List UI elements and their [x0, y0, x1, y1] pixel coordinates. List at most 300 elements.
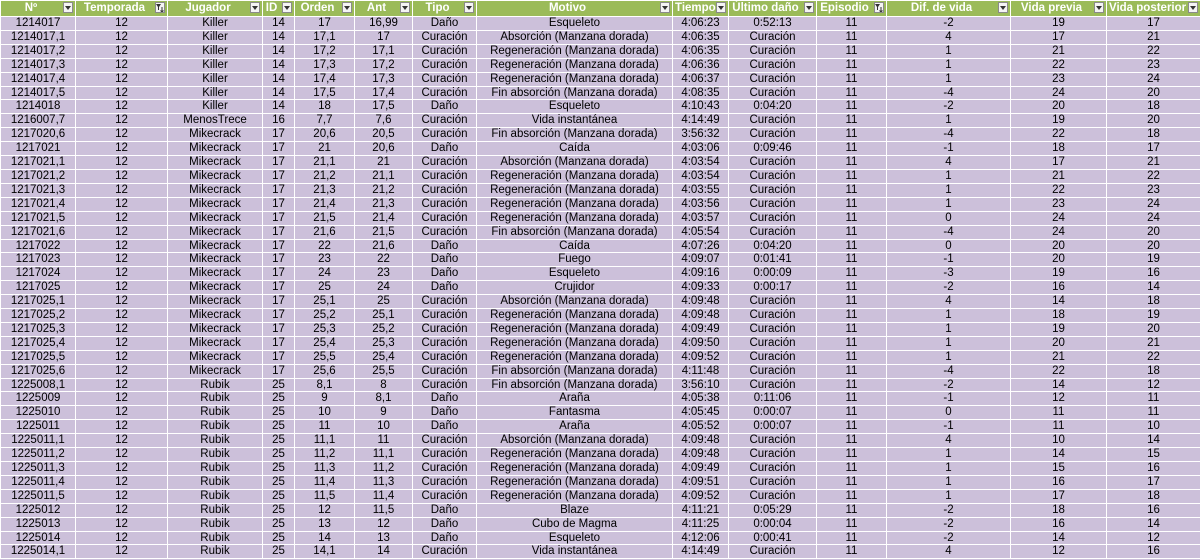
table-cell[interactable]: 17,2 [295, 44, 355, 58]
table-cell[interactable]: 4:09:52 [673, 489, 729, 503]
table-cell[interactable]: 16,99 [355, 17, 413, 31]
table-cell[interactable]: 14 [263, 100, 295, 114]
table-cell[interactable]: Mikecrack [168, 309, 263, 323]
table-cell[interactable]: 4:09:33 [673, 281, 729, 295]
table-cell[interactable]: 20 [1011, 100, 1107, 114]
table-cell[interactable]: 18 [295, 100, 355, 114]
table-cell[interactable]: 11,3 [295, 462, 355, 476]
filter-dropdown-icon[interactable] [282, 2, 292, 13]
table-cell[interactable]: Vida instantánea [477, 114, 673, 128]
table-cell[interactable]: -4 [887, 128, 1011, 142]
table-cell[interactable]: Curación [413, 86, 477, 100]
table-cell[interactable]: Regeneración (Manzana dorada) [477, 448, 673, 462]
table-cell[interactable]: 4:09:52 [673, 350, 729, 364]
table-cell[interactable]: Daño [413, 531, 477, 545]
table-cell[interactable]: 12 [76, 58, 168, 72]
table-cell[interactable]: Rubik [168, 462, 263, 476]
table-cell[interactable]: 25,4 [295, 336, 355, 350]
table-cell[interactable]: 1217025,4 [1, 336, 76, 350]
table-cell[interactable]: 17 [263, 128, 295, 142]
table-cell[interactable]: 17 [1011, 156, 1107, 170]
table-cell[interactable]: Rubik [168, 392, 263, 406]
table-cell[interactable]: Curación [413, 169, 477, 183]
table-cell[interactable]: 12 [76, 267, 168, 281]
table-cell[interactable]: 21 [1011, 44, 1107, 58]
table-cell[interactable]: Curación [729, 350, 817, 364]
table-cell[interactable]: Esqueleto [477, 17, 673, 31]
table-cell[interactable]: 17 [263, 336, 295, 350]
table-cell[interactable]: Daño [413, 267, 477, 281]
table-cell[interactable]: 24 [1107, 72, 1200, 86]
table-cell[interactable]: 0:00:09 [729, 267, 817, 281]
table-cell[interactable]: 1225014 [1, 531, 76, 545]
table-cell[interactable]: 0:01:41 [729, 253, 817, 267]
table-cell[interactable]: 25 [263, 434, 295, 448]
table-cell[interactable]: 12 [76, 30, 168, 44]
table-cell[interactable]: 11 [817, 489, 887, 503]
table-cell[interactable]: 14 [355, 545, 413, 559]
table-cell[interactable]: 12 [76, 406, 168, 420]
table-cell[interactable]: 1 [887, 350, 1011, 364]
table-cell[interactable]: 22 [355, 253, 413, 267]
table-cell[interactable]: 18 [1107, 364, 1200, 378]
table-cell[interactable]: 21,2 [295, 169, 355, 183]
table-cell[interactable]: Regeneración (Manzana dorada) [477, 211, 673, 225]
table-cell[interactable]: 1214017,1 [1, 30, 76, 44]
table-cell[interactable]: 1225012 [1, 503, 76, 517]
table-cell[interactable]: 4:09:16 [673, 267, 729, 281]
table-cell[interactable]: 12 [295, 503, 355, 517]
table-cell[interactable]: 22 [1011, 183, 1107, 197]
table-cell[interactable]: 0:04:20 [729, 100, 817, 114]
table-cell[interactable]: Curación [729, 336, 817, 350]
table-cell[interactable]: 1225008,1 [1, 378, 76, 392]
table-cell[interactable]: 25 [263, 378, 295, 392]
table-cell[interactable]: 23 [1107, 183, 1200, 197]
table-cell[interactable]: 21,3 [355, 197, 413, 211]
table-cell[interactable]: 1 [887, 475, 1011, 489]
table-cell[interactable]: 24 [355, 281, 413, 295]
table-cell[interactable]: Fin absorción (Manzana dorada) [477, 128, 673, 142]
table-cell[interactable]: Absorción (Manzana dorada) [477, 30, 673, 44]
table-cell[interactable]: 3:56:32 [673, 128, 729, 142]
table-cell[interactable]: 12 [76, 517, 168, 531]
sort-filter-icon[interactable] [155, 2, 165, 13]
table-cell[interactable]: 0:00:41 [729, 531, 817, 545]
table-cell[interactable]: Regeneración (Manzana dorada) [477, 58, 673, 72]
table-cell[interactable]: 17 [263, 239, 295, 253]
table-cell[interactable]: 9 [355, 406, 413, 420]
table-cell[interactable]: 22 [1107, 169, 1200, 183]
table-cell[interactable]: 4:09:48 [673, 309, 729, 323]
table-cell[interactable]: 12 [76, 225, 168, 239]
table-cell[interactable]: 17 [263, 156, 295, 170]
table-cell[interactable]: 11 [817, 309, 887, 323]
table-cell[interactable]: Regeneración (Manzana dorada) [477, 336, 673, 350]
table-cell[interactable]: Curación [729, 86, 817, 100]
column-header[interactable] [263, 1, 295, 17]
table-cell[interactable]: 21,4 [355, 211, 413, 225]
sort-filter-icon[interactable] [874, 2, 884, 13]
table-cell[interactable]: 25,2 [355, 322, 413, 336]
table-cell[interactable]: 11 [817, 475, 887, 489]
table-cell[interactable]: 4:09:49 [673, 322, 729, 336]
table-cell[interactable]: 1214017,5 [1, 86, 76, 100]
table-cell[interactable]: Fantasma [477, 406, 673, 420]
table-cell[interactable]: -1 [887, 392, 1011, 406]
filter-dropdown-icon[interactable] [716, 2, 726, 13]
table-cell[interactable]: 17 [1107, 142, 1200, 156]
table-cell[interactable]: 11,2 [355, 462, 413, 476]
table-cell[interactable]: -2 [887, 531, 1011, 545]
table-cell[interactable]: 25,1 [355, 309, 413, 323]
table-cell[interactable]: 17,3 [295, 58, 355, 72]
table-cell[interactable]: Daño [413, 503, 477, 517]
table-cell[interactable]: 4 [887, 156, 1011, 170]
table-cell[interactable]: 4:05:52 [673, 420, 729, 434]
table-cell[interactable]: Regeneración (Manzana dorada) [477, 72, 673, 86]
table-cell[interactable]: -2 [887, 281, 1011, 295]
table-cell[interactable]: Curación [413, 183, 477, 197]
table-cell[interactable]: 23 [1107, 58, 1200, 72]
table-cell[interactable]: 12 [355, 517, 413, 531]
column-header[interactable] [295, 1, 355, 17]
table-cell[interactable]: 11,4 [295, 475, 355, 489]
column-header[interactable] [817, 1, 887, 17]
table-cell[interactable]: Regeneración (Manzana dorada) [477, 309, 673, 323]
table-cell[interactable]: 16 [263, 114, 295, 128]
filter-dropdown-icon[interactable] [342, 2, 352, 13]
column-header[interactable] [1107, 1, 1200, 17]
table-cell[interactable]: Curación [413, 128, 477, 142]
table-cell[interactable]: Killer [168, 100, 263, 114]
table-cell[interactable]: Caída [477, 239, 673, 253]
table-cell[interactable]: 11 [817, 114, 887, 128]
table-cell[interactable]: 17 [263, 225, 295, 239]
table-cell[interactable]: 1225011,3 [1, 462, 76, 476]
table-cell[interactable]: Rubik [168, 434, 263, 448]
table-cell[interactable]: Rubik [168, 545, 263, 559]
table-cell[interactable]: Curación [729, 309, 817, 323]
table-cell[interactable]: Curación [729, 44, 817, 58]
table-cell[interactable]: Mikecrack [168, 267, 263, 281]
table-cell[interactable]: Curación [413, 58, 477, 72]
table-cell[interactable]: 1225011,5 [1, 489, 76, 503]
table-cell[interactable]: 14 [263, 58, 295, 72]
table-cell[interactable]: 10 [1107, 420, 1200, 434]
table-cell[interactable]: 17 [263, 322, 295, 336]
table-cell[interactable]: Rubik [168, 475, 263, 489]
table-cell[interactable]: 19 [1011, 17, 1107, 31]
table-cell[interactable]: 1 [887, 114, 1011, 128]
table-cell[interactable]: Blaze [477, 503, 673, 517]
table-cell[interactable]: Curación [413, 545, 477, 559]
table-cell[interactable]: 4:06:23 [673, 17, 729, 31]
table-cell[interactable]: Curación [729, 434, 817, 448]
table-cell[interactable]: 11,3 [355, 475, 413, 489]
table-cell[interactable]: 25 [263, 448, 295, 462]
table-cell[interactable]: 1217025,1 [1, 295, 76, 309]
table-cell[interactable]: Mikecrack [168, 322, 263, 336]
table-cell[interactable]: Curación [729, 489, 817, 503]
table-cell[interactable]: Rubik [168, 378, 263, 392]
table-cell[interactable]: Curación [413, 156, 477, 170]
table-cell[interactable]: 16 [1011, 475, 1107, 489]
table-cell[interactable]: 1217021,4 [1, 197, 76, 211]
table-cell[interactable]: 4:03:06 [673, 142, 729, 156]
column-header[interactable] [477, 1, 673, 17]
table-cell[interactable]: Regeneración (Manzana dorada) [477, 322, 673, 336]
table-cell[interactable]: Rubik [168, 489, 263, 503]
table-cell[interactable]: 12 [76, 462, 168, 476]
table-cell[interactable]: Vida instantánea [477, 545, 673, 559]
table-cell[interactable]: 1 [887, 197, 1011, 211]
table-cell[interactable]: Killer [168, 72, 263, 86]
table-cell[interactable]: -1 [887, 253, 1011, 267]
table-cell[interactable]: 1216007,7 [1, 114, 76, 128]
table-cell[interactable]: 3:56:10 [673, 378, 729, 392]
filter-dropdown-icon[interactable] [1188, 2, 1198, 13]
table-cell[interactable]: 11 [817, 448, 887, 462]
table-cell[interactable]: 11 [817, 420, 887, 434]
table-cell[interactable]: 12 [76, 531, 168, 545]
table-cell[interactable]: Esqueleto [477, 267, 673, 281]
table-cell[interactable]: 21 [1107, 30, 1200, 44]
table-cell[interactable]: 17 [355, 30, 413, 44]
table-cell[interactable]: 23 [1011, 72, 1107, 86]
table-cell[interactable]: 20,6 [355, 142, 413, 156]
table-cell[interactable]: 1214018 [1, 100, 76, 114]
table-cell[interactable]: 20 [1107, 86, 1200, 100]
table-cell[interactable]: 12 [76, 197, 168, 211]
table-cell[interactable]: 25 [263, 517, 295, 531]
table-cell[interactable]: -4 [887, 364, 1011, 378]
table-cell[interactable]: 12 [76, 434, 168, 448]
table-cell[interactable]: Mikecrack [168, 169, 263, 183]
table-cell[interactable]: Mikecrack [168, 336, 263, 350]
table-cell[interactable]: 11,2 [295, 448, 355, 462]
table-cell[interactable]: 12 [76, 545, 168, 559]
table-cell[interactable]: Regeneración (Manzana dorada) [477, 350, 673, 364]
table-cell[interactable]: 20,5 [355, 128, 413, 142]
table-cell[interactable]: 25,4 [355, 350, 413, 364]
table-cell[interactable]: 1225013 [1, 517, 76, 531]
table-cell[interactable]: 25 [263, 406, 295, 420]
table-cell[interactable]: Curación [413, 114, 477, 128]
table-cell[interactable]: 21 [1011, 350, 1107, 364]
table-cell[interactable]: 11 [817, 378, 887, 392]
table-cell[interactable]: Daño [413, 142, 477, 156]
table-cell[interactable]: 4:12:06 [673, 531, 729, 545]
table-cell[interactable]: Mikecrack [168, 128, 263, 142]
table-cell[interactable]: 19 [1107, 309, 1200, 323]
table-cell[interactable]: 11 [817, 350, 887, 364]
table-cell[interactable]: 1217021,1 [1, 156, 76, 170]
filter-dropdown-icon[interactable] [250, 2, 260, 13]
table-cell[interactable]: Mikecrack [168, 211, 263, 225]
table-cell[interactable]: 18 [1011, 309, 1107, 323]
table-cell[interactable]: 1217021 [1, 142, 76, 156]
table-cell[interactable]: 10 [1011, 434, 1107, 448]
table-cell[interactable]: 12 [76, 86, 168, 100]
filter-dropdown-icon[interactable] [660, 2, 670, 13]
table-cell[interactable]: 1217021,2 [1, 169, 76, 183]
table-cell[interactable]: 25,3 [295, 322, 355, 336]
table-cell[interactable]: 4:06:37 [673, 72, 729, 86]
table-cell[interactable]: 4:11:25 [673, 517, 729, 531]
table-cell[interactable]: 11 [817, 434, 887, 448]
table-cell[interactable]: 1 [887, 462, 1011, 476]
table-cell[interactable]: Curación [413, 225, 477, 239]
table-cell[interactable]: 4 [887, 545, 1011, 559]
table-cell[interactable]: Curación [413, 364, 477, 378]
filter-dropdown-icon[interactable] [998, 2, 1008, 13]
table-cell[interactable]: 1 [887, 72, 1011, 86]
table-cell[interactable]: Curación [729, 295, 817, 309]
table-cell[interactable]: 14,1 [295, 545, 355, 559]
table-cell[interactable]: 17 [263, 364, 295, 378]
table-cell[interactable]: 20 [1107, 114, 1200, 128]
table-cell[interactable]: 19 [1011, 267, 1107, 281]
table-cell[interactable]: 11 [817, 197, 887, 211]
table-cell[interactable]: 12 [76, 239, 168, 253]
filter-dropdown-icon[interactable] [1094, 2, 1104, 13]
table-cell[interactable]: 21 [1107, 336, 1200, 350]
table-cell[interactable]: 21,6 [355, 239, 413, 253]
table-cell[interactable]: 1217025 [1, 281, 76, 295]
table-cell[interactable]: 22 [1011, 364, 1107, 378]
table-cell[interactable]: 4:10:43 [673, 100, 729, 114]
table-cell[interactable]: -2 [887, 17, 1011, 31]
table-cell[interactable]: 12 [76, 128, 168, 142]
table-cell[interactable]: Cubo de Magma [477, 517, 673, 531]
table-cell[interactable]: Curación [413, 336, 477, 350]
table-cell[interactable]: 11,1 [295, 434, 355, 448]
table-cell[interactable]: 11 [817, 392, 887, 406]
table-cell[interactable]: 25,2 [295, 309, 355, 323]
table-cell[interactable]: 25 [263, 462, 295, 476]
table-cell[interactable]: 17,1 [355, 44, 413, 58]
table-cell[interactable]: Curación [413, 475, 477, 489]
table-cell[interactable]: 1217022 [1, 239, 76, 253]
table-cell[interactable]: Curación [729, 364, 817, 378]
table-cell[interactable]: 21,3 [295, 183, 355, 197]
table-cell[interactable]: 12 [76, 169, 168, 183]
table-cell[interactable]: 1 [887, 169, 1011, 183]
table-cell[interactable]: 4 [887, 30, 1011, 44]
table-cell[interactable]: Curación [413, 211, 477, 225]
column-header[interactable] [76, 1, 168, 17]
table-cell[interactable]: 4:08:35 [673, 86, 729, 100]
table-cell[interactable]: Curación [413, 350, 477, 364]
table-cell[interactable]: 12 [76, 420, 168, 434]
table-cell[interactable]: Rubik [168, 531, 263, 545]
table-cell[interactable]: Curación [729, 378, 817, 392]
table-cell[interactable]: 24 [1011, 86, 1107, 100]
table-cell[interactable]: 4:06:36 [673, 58, 729, 72]
table-cell[interactable]: Curación [729, 30, 817, 44]
table-cell[interactable]: Regeneración (Manzana dorada) [477, 462, 673, 476]
table-cell[interactable]: 12 [76, 489, 168, 503]
table-cell[interactable]: 11 [295, 420, 355, 434]
table-cell[interactable]: Curación [413, 462, 477, 476]
table-cell[interactable]: 11 [817, 267, 887, 281]
table-cell[interactable]: 12 [76, 309, 168, 323]
table-cell[interactable]: Mikecrack [168, 142, 263, 156]
table-cell[interactable]: 18 [1107, 100, 1200, 114]
table-cell[interactable]: Mikecrack [168, 253, 263, 267]
table-cell[interactable]: Curación [729, 448, 817, 462]
table-cell[interactable]: 0:11:06 [729, 392, 817, 406]
table-cell[interactable]: 11,5 [355, 503, 413, 517]
table-cell[interactable]: -2 [887, 378, 1011, 392]
table-cell[interactable]: Crujidor [477, 281, 673, 295]
table-cell[interactable]: 14 [295, 531, 355, 545]
table-cell[interactable]: 11,1 [355, 448, 413, 462]
table-cell[interactable]: 12 [1107, 378, 1200, 392]
table-cell[interactable]: 11 [817, 86, 887, 100]
table-cell[interactable]: 18 [1107, 489, 1200, 503]
table-cell[interactable]: 12 [1011, 392, 1107, 406]
table-cell[interactable]: 4:03:57 [673, 211, 729, 225]
table-cell[interactable]: 25 [263, 475, 295, 489]
table-cell[interactable]: 12 [76, 336, 168, 350]
table-cell[interactable]: MenosTrece [168, 114, 263, 128]
table-cell[interactable]: Killer [168, 30, 263, 44]
table-cell[interactable]: 14 [263, 86, 295, 100]
table-cell[interactable]: Rubik [168, 517, 263, 531]
table-cell[interactable]: 1225014,1 [1, 545, 76, 559]
table-cell[interactable]: 17 [263, 142, 295, 156]
column-header[interactable] [168, 1, 263, 17]
table-cell[interactable]: 1217020,6 [1, 128, 76, 142]
table-cell[interactable]: 1 [887, 322, 1011, 336]
table-cell[interactable]: 12 [76, 281, 168, 295]
table-cell[interactable]: Daño [413, 100, 477, 114]
table-cell[interactable]: Regeneración (Manzana dorada) [477, 489, 673, 503]
table-cell[interactable]: 25 [295, 281, 355, 295]
table-cell[interactable]: 4:05:45 [673, 406, 729, 420]
table-cell[interactable]: 22 [295, 239, 355, 253]
table-cell[interactable]: 17 [263, 309, 295, 323]
table-cell[interactable]: Mikecrack [168, 225, 263, 239]
table-cell[interactable]: 14 [1011, 448, 1107, 462]
table-cell[interactable]: 17,2 [355, 58, 413, 72]
table-cell[interactable]: 4 [887, 434, 1011, 448]
table-cell[interactable]: 25,5 [295, 350, 355, 364]
table-cell[interactable]: Curación [413, 295, 477, 309]
table-cell[interactable]: Regeneración (Manzana dorada) [477, 475, 673, 489]
table-cell[interactable]: Curación [729, 58, 817, 72]
table-cell[interactable]: 1225010 [1, 406, 76, 420]
table-cell[interactable]: -2 [887, 100, 1011, 114]
table-cell[interactable]: 16 [1107, 462, 1200, 476]
table-cell[interactable]: 21,5 [355, 225, 413, 239]
table-cell[interactable]: Curación [413, 489, 477, 503]
table-cell[interactable]: Curación [413, 309, 477, 323]
filter-dropdown-icon[interactable] [464, 2, 474, 13]
table-cell[interactable]: 11 [817, 17, 887, 31]
table-cell[interactable]: 0:00:07 [729, 420, 817, 434]
table-cell[interactable]: 17 [263, 295, 295, 309]
table-cell[interactable]: 4:09:48 [673, 434, 729, 448]
table-cell[interactable]: 11 [1011, 406, 1107, 420]
table-cell[interactable]: 21 [295, 142, 355, 156]
table-cell[interactable]: 25,1 [295, 295, 355, 309]
table-cell[interactable]: 25,6 [295, 364, 355, 378]
table-cell[interactable]: 18 [1107, 128, 1200, 142]
table-cell[interactable]: Esqueleto [477, 100, 673, 114]
